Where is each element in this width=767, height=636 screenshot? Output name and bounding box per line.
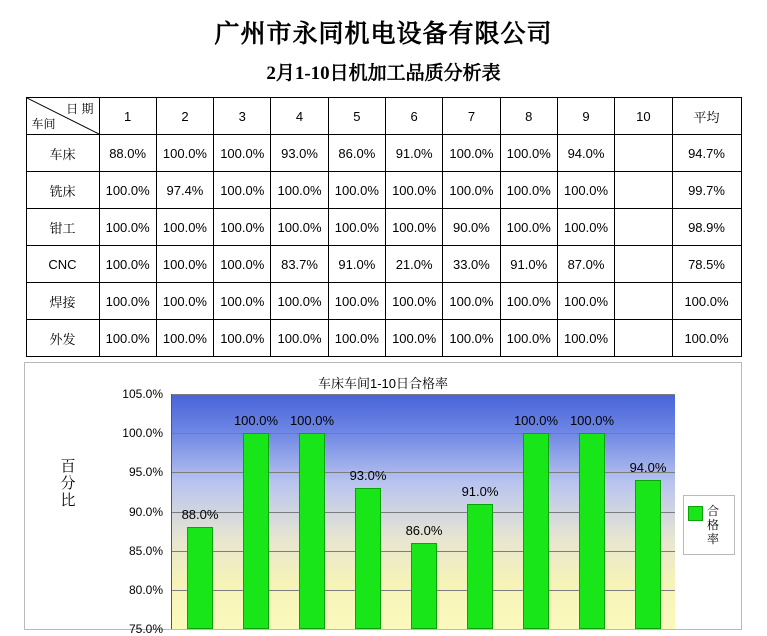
table-cell: 94.0%	[557, 135, 614, 172]
table-cell	[615, 283, 672, 320]
table-cell: 100.0%	[156, 320, 213, 357]
table-cell: 100.0%	[99, 172, 156, 209]
table-cell	[615, 209, 672, 246]
table-cell: 100.0%	[500, 209, 557, 246]
chart-bar-label: 91.0%	[461, 483, 499, 499]
table-header-row	[26, 98, 741, 135]
table-cell: 100.0%	[443, 172, 500, 209]
table-cell: 93.0%	[271, 135, 328, 172]
table-cell: 100.0%	[385, 172, 442, 209]
chart-y-tick-label: 105.0%	[122, 387, 163, 401]
table-row	[26, 320, 741, 357]
table-cell: 100.0%	[214, 283, 271, 320]
report-title: 2月1-10日机加工品质分析表	[266, 63, 501, 84]
table-cell: 100.0%	[214, 135, 271, 172]
table-cell: 100.0%	[557, 283, 614, 320]
table-cell: 100.0%	[385, 283, 442, 320]
table-cell-average: 100.0%	[672, 320, 741, 357]
chart-container	[24, 362, 742, 636]
row-header: 外发	[26, 320, 99, 357]
report-header	[0, 0, 767, 85]
table-row	[26, 283, 741, 320]
table-cell: 90.0%	[443, 209, 500, 246]
table-cell: 100.0%	[557, 172, 614, 209]
chart-bar-label: 88.0%	[181, 507, 219, 523]
table-cell: 100.0%	[99, 246, 156, 283]
table-corner-cell	[26, 98, 99, 135]
table-cell	[615, 135, 672, 172]
chart-bar	[579, 433, 605, 629]
table-cell: 100.0%	[271, 320, 328, 357]
row-header: 钳工	[26, 209, 99, 246]
table-cell: 100.0%	[500, 283, 557, 320]
chart-y-tick-label: 85.0%	[128, 543, 163, 558]
table-cell: 100.0%	[156, 283, 213, 320]
column-header: 8	[500, 98, 557, 135]
chart-bar-label: 93.0%	[349, 468, 387, 483]
table-row	[26, 246, 741, 283]
legend-swatch-icon	[688, 506, 703, 521]
legend-label: 合格率	[707, 504, 720, 546]
column-header: 10	[615, 98, 672, 135]
chart-bar	[635, 480, 661, 629]
chart-bar	[299, 433, 325, 629]
column-header: 5	[328, 98, 385, 135]
chart-bar	[411, 543, 437, 629]
column-header: 7	[443, 98, 500, 135]
chart-bar-label: 100.0%	[289, 413, 335, 429]
table-cell: 100.0%	[156, 135, 213, 172]
table-cell	[615, 320, 672, 357]
table-cell: 97.4%	[156, 172, 213, 209]
chart-gridline	[172, 394, 675, 395]
table-cell: 100.0%	[99, 283, 156, 320]
chart-bar	[355, 488, 381, 629]
corner-date-label: 日 期	[66, 102, 94, 116]
chart-y-axis-title: 百分比	[60, 458, 76, 509]
column-header: 4	[271, 98, 328, 135]
table-cell: 88.0%	[99, 135, 156, 172]
table-cell: 100.0%	[443, 283, 500, 320]
table-cell: 100.0%	[271, 209, 328, 246]
row-header: CNC	[26, 246, 99, 283]
column-header: 2	[156, 98, 213, 135]
table-cell: 87.0%	[557, 246, 614, 283]
company-name: 广州市永同机电设备有限公司	[214, 21, 553, 48]
table-cell-average: 94.7%	[672, 135, 741, 172]
chart-bar-label: 100.0%	[233, 413, 279, 429]
table-cell-average: 78.5%	[672, 246, 741, 283]
table-cell: 100.0%	[500, 135, 557, 172]
chart-bar-label: 100.0%	[513, 413, 559, 429]
table-cell: 100.0%	[328, 209, 385, 246]
column-header: 6	[385, 98, 442, 135]
table-cell-average: 98.9%	[672, 209, 741, 246]
table-cell: 33.0%	[443, 246, 500, 283]
table-row	[26, 172, 741, 209]
chart-y-tick-label: 95.0%	[128, 465, 163, 480]
table-cell: 91.0%	[328, 246, 385, 283]
chart-title: 车床车间1-10日合格率	[317, 376, 449, 391]
chart-plot-area	[171, 394, 675, 629]
table-cell: 100.0%	[214, 246, 271, 283]
table-row	[26, 135, 741, 172]
chart-bar	[523, 433, 549, 629]
table-cell: 100.0%	[214, 209, 271, 246]
table-cell: 100.0%	[500, 320, 557, 357]
column-header: 1	[99, 98, 156, 135]
table-cell: 100.0%	[443, 320, 500, 357]
table-cell-average: 100.0%	[672, 283, 741, 320]
column-header-average: 平均	[672, 98, 741, 135]
table-cell: 100.0%	[271, 172, 328, 209]
chart-y-tick-label: 80.0%	[128, 582, 163, 597]
chart-legend	[683, 495, 735, 555]
table-cell: 91.0%	[385, 135, 442, 172]
quality-table	[26, 97, 742, 357]
table-cell	[615, 172, 672, 209]
row-header: 车床	[26, 135, 99, 172]
table-cell: 83.7%	[271, 246, 328, 283]
table-cell: 100.0%	[328, 172, 385, 209]
chart-bar	[467, 504, 493, 629]
table-row	[26, 209, 741, 246]
table-cell: 100.0%	[214, 320, 271, 357]
chart-bar	[243, 433, 269, 629]
table-cell: 100.0%	[385, 320, 442, 357]
row-header: 铣床	[26, 172, 99, 209]
table-cell: 100.0%	[99, 320, 156, 357]
table-cell-average: 99.7%	[672, 172, 741, 209]
table-cell: 100.0%	[385, 209, 442, 246]
table-cell: 21.0%	[385, 246, 442, 283]
table-cell: 86.0%	[328, 135, 385, 172]
table-cell	[615, 246, 672, 283]
table-cell: 100.0%	[500, 172, 557, 209]
table-cell: 100.0%	[156, 246, 213, 283]
table-cell: 100.0%	[156, 209, 213, 246]
table-cell: 100.0%	[557, 320, 614, 357]
table-cell: 91.0%	[500, 246, 557, 283]
column-header: 3	[214, 98, 271, 135]
corner-shop-label: 车间	[31, 117, 56, 131]
table-cell: 100.0%	[214, 172, 271, 209]
chart-y-tick-label: 90.0%	[128, 504, 163, 519]
column-header: 9	[557, 98, 614, 135]
table-cell: 100.0%	[271, 283, 328, 320]
table-cell: 100.0%	[328, 283, 385, 320]
chart-bar-label: 100.0%	[569, 413, 615, 429]
table-cell: 100.0%	[557, 209, 614, 246]
row-header: 焊接	[26, 283, 99, 320]
chart-bar	[187, 527, 213, 629]
table-cell: 100.0%	[99, 209, 156, 246]
chart-bar-label: 86.0%	[405, 522, 443, 538]
table-cell: 100.0%	[328, 320, 385, 357]
chart-bar-label: 94.0%	[629, 460, 667, 476]
chart-y-tick-label: 75.0%	[128, 622, 163, 636]
chart-y-tick-label: 100.0%	[122, 426, 163, 441]
table-cell: 100.0%	[443, 135, 500, 172]
